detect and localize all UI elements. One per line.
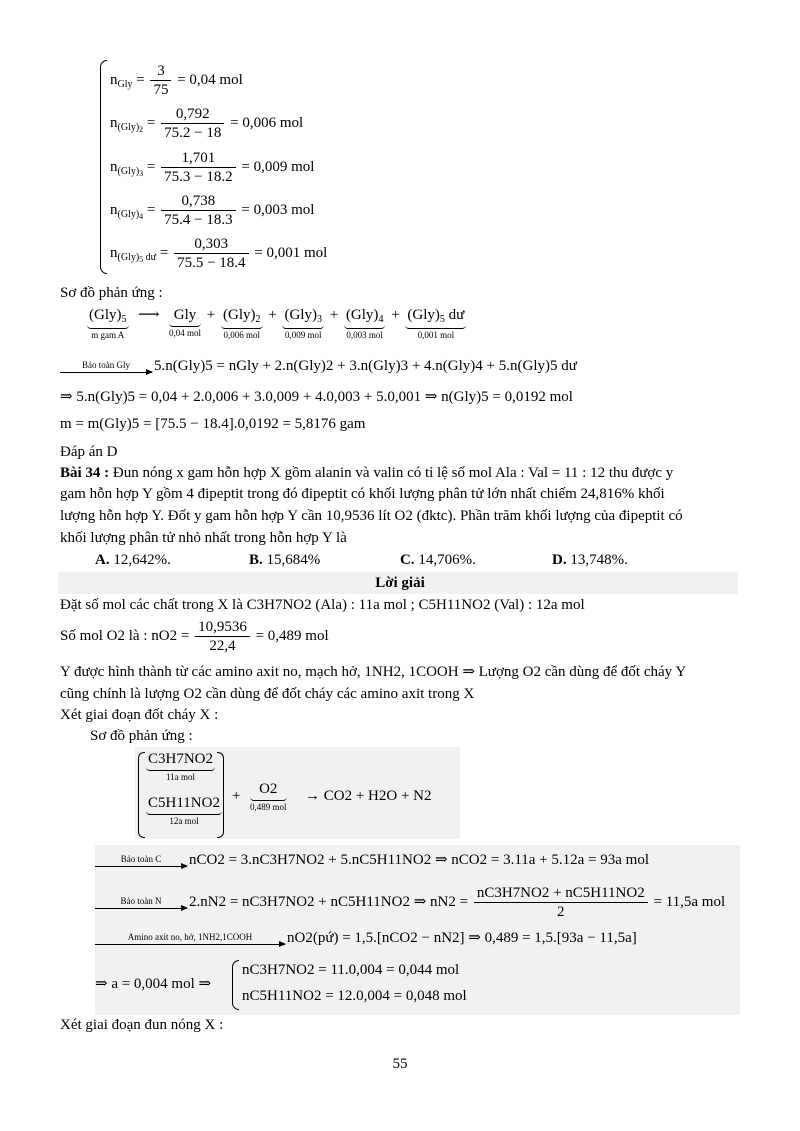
mass-line: m = m(Gly)5 = [75.5 − 18.4].0,0192 = 5,8176 gam	[60, 416, 366, 432]
option-c: C. 14,706%.	[400, 552, 476, 568]
answer: Đáp án D	[60, 444, 118, 460]
combustion-products: → CO2 + H2O + N2	[305, 788, 432, 804]
option-a: A. 12,642%.	[95, 552, 171, 568]
result-a-l1: nC3H7NO2 = 11.0,004 = 0,044 mol	[242, 962, 460, 978]
problem-line-2: gam hỗn hợp Y gồm 4 đipeptit trong đó đipeptit có khối lượng phân tử lớn nhất chiếm 24,816% khối	[60, 486, 665, 502]
option-b: B. 15,684%	[249, 552, 321, 568]
option-d: D. 13,748%.	[552, 552, 628, 568]
problem-line-3: lượng hỗn hợp Y. Đốt y gam hỗn hợp Y cần 10,9536 lít O2 (đktc). Phần trăm khối lượng của đipeptit có	[60, 508, 683, 524]
combustion-plus: +	[232, 788, 241, 804]
calc-line: ⇒ 5.n(Gly)5 = 0,04 + 2.0,006 + 3.0,009 + 4.0,003 + 5.0,001 ⇒ n(Gly)5 = 0,0192 mol	[60, 389, 573, 405]
problem-line-4: khối lượng phân tử nhỏ nhất trong hỗn hợp Y là	[60, 530, 347, 546]
eq-gly4: $n_{(Gly)_4}$ = $\frac{0,738}{75.4 - 18.3}$ = 0,003 mol	[110, 193, 315, 228]
bt-gly-line: Bảo toàn Gly 5.n(Gly)5 = nGly + 2.n(Gly)2 + 3.n(Gly)3 + 4.n(Gly)4 + 5.n(Gly)5 dư	[60, 358, 577, 375]
solution-line-3a: Y được hình thành từ các amino axit no, mạch hở, 1NH2, 1COOH ⇒ Lượng O2 cần dùng để đốt cháy Y	[60, 664, 687, 680]
eq-gly3: $n_{(Gly)_3}$ = $\frac{1,701}{75.3 - 18.2}$ = 0,009 mol	[110, 150, 315, 185]
result-a-pre: ⇒ a = 0,004 mol ⇒	[95, 976, 212, 992]
solution-line-4: Xét giai đoạn đốt cháy X :	[60, 707, 219, 723]
result-a-l2: nC5H11NO2 = 12.0,004 = 0,048 mol	[242, 988, 467, 1004]
combustion-o2: O2 0,489 mol	[250, 781, 287, 813]
solution-line-2: Số mol O2 là : nO2 = $\frac{10,9536}{22,4}$ = 0,489 mol	[60, 619, 329, 654]
bt-aa-line: Amino axit no, hở, 1NH2,1COOH nO2(pứ) = 1,5.[nCO2 − nN2] ⇒ 0,489 = 1,5.[93a − 11,5a]	[95, 930, 637, 947]
problem-line-1: Bài 34 : Đun nóng x gam hỗn hợp X gồm alanin và valin có tỉ lệ số mol Ala : Val = 11 : 12 thu được y	[60, 465, 674, 481]
combustion-r2: C5H11NO2 12a mol	[148, 795, 220, 827]
eq-gly: $n_{Gly}$ = $\frac{3}{75}$ = 0,04 mol	[110, 63, 243, 98]
solution-line-6: Xét giai đoạn đun nóng X :	[60, 1017, 224, 1033]
scheme-line: $(Gly)_5$ m gam A ⟶ Gly 0,04 mol + $(Gly)_2$ 0,006 mol + $(Gly)_3$ 0,009 mol + $(Gly)_4$ 0,003 mol + $(Gly)_5$ dư 0,001 mol	[89, 307, 465, 340]
solution-line-3b: cũng chính là lượng O2 cần dùng để đốt cháy các amino axit trong X	[60, 686, 475, 702]
result-brace	[232, 960, 239, 1010]
solution-line-5: Sơ đồ phản ứng :	[90, 728, 193, 744]
solution-line-1: Đặt số mol các chất trong X là C3H7NO2 (Ala) : 11a mol ; C5H11NO2 (Val) : 12a mol	[60, 597, 585, 613]
eq-gly2: $n_{(Gly)_2}$ = $\frac{0,792}{75.2 - 18}$ = 0,006 mol	[110, 106, 304, 141]
combustion-r1: C3H7NO2 11a mol	[148, 751, 214, 783]
solution-title: Lời giải	[375, 575, 425, 591]
bt-n-line: Bảo toàn N 2.nN2 = nC3H7NO2 + nC5H11NO2 ⇒ nN2 = $\frac{nC3H7NO2 + nC5H11NO2}{2}$ = 11,5a mol	[95, 884, 725, 921]
bt-c-line: Bảo toàn C nCO2 = 3.nC3H7NO2 + 5.nC5H11NO2 ⇒ nCO2 = 3.11a + 5.12a = 93a mol	[95, 852, 649, 869]
scheme-label: Sơ đồ phản ứng :	[60, 285, 163, 301]
system-brace	[100, 60, 107, 274]
eq-gly5: $n_{(Gly)_5 dư}$ = $\frac{0,303}{75.5 - 18.4}$ = 0,001 mol	[110, 236, 328, 271]
page-number: 55	[392, 1056, 408, 1072]
